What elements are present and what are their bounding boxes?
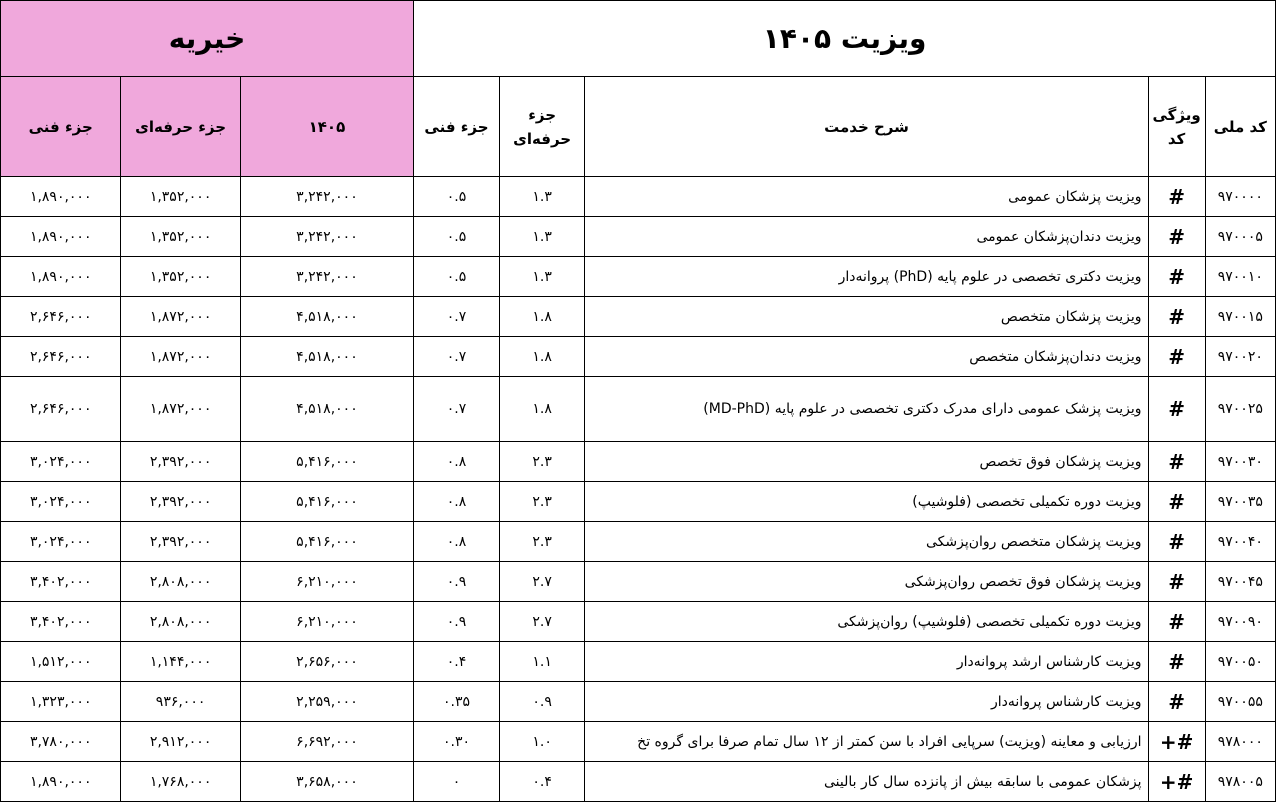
- cell-professional: ۲.۳: [499, 482, 585, 522]
- cell-technical: ۰.۷: [414, 377, 500, 442]
- cell-description: ارزیابی و معاینه (ویزیت) سرپایی افراد با سن کمتر از ۱۲ سال تمام صرفا برای گروه تخ: [585, 722, 1148, 762]
- cell-feature: #: [1148, 217, 1205, 257]
- cell-charity-professional: ۲,۳۹۲,۰۰۰: [121, 522, 240, 562]
- cell-feature: #: [1148, 377, 1205, 442]
- header-professional: جزء حرفه‌ای: [499, 77, 585, 177]
- cell-technical: ۰.۹: [414, 562, 500, 602]
- cell-professional: ۲.۳: [499, 442, 585, 482]
- cell-charity-technical: ۳,۴۰۲,۰۰۰: [1, 562, 121, 602]
- cell-technical: ۰.۷: [414, 337, 500, 377]
- table-row: [1, 297, 1276, 337]
- table-row: [1, 442, 1276, 482]
- cell-feature: #+: [1148, 762, 1205, 802]
- table-row: [1, 522, 1276, 562]
- cell-charity-professional: ۱,۳۵۲,۰۰۰: [121, 217, 240, 257]
- cell-technical: ۰.۵: [414, 257, 500, 297]
- cell-feature: #: [1148, 602, 1205, 642]
- cell-professional: ۱.۳: [499, 177, 585, 217]
- cell-code: ۹۷۰۰۲۵: [1205, 377, 1275, 442]
- cell-charity-technical: ۲,۶۴۶,۰۰۰: [1, 297, 121, 337]
- table-row: [1, 562, 1276, 602]
- cell-total: ۳,۲۴۲,۰۰۰: [240, 177, 413, 217]
- header-row: [1, 77, 1276, 177]
- cell-feature: #: [1148, 442, 1205, 482]
- cell-description: ویزیت پزشکان عمومی: [585, 177, 1148, 217]
- cell-charity-technical: ۱,۸۹۰,۰۰۰: [1, 217, 121, 257]
- cell-charity-professional: ۱,۸۷۲,۰۰۰: [121, 297, 240, 337]
- cell-total: ۶,۲۱۰,۰۰۰: [240, 562, 413, 602]
- table-row: [1, 337, 1276, 377]
- cell-total: ۴,۵۱۸,۰۰۰: [240, 297, 413, 337]
- table-row: [1, 482, 1276, 522]
- cell-description: ویزیت دوره تکمیلی تخصصی (فلوشیپ): [585, 482, 1148, 522]
- cell-total: ۴,۵۱۸,۰۰۰: [240, 377, 413, 442]
- cell-charity-technical: ۱,۳۲۳,۰۰۰: [1, 682, 121, 722]
- header-technical: جزء فنی: [414, 77, 500, 177]
- cell-professional: ۱.۳: [499, 257, 585, 297]
- cell-total: ۶,۲۱۰,۰۰۰: [240, 602, 413, 642]
- cell-description: ویزیت پزشک عمومی دارای مدرک دکتری تخصصی در علوم پایه (MD-PhD): [585, 377, 1148, 442]
- cell-description: پزشکان عمومی با سابقه بیش از پانزده سال کار بالینی: [585, 762, 1148, 802]
- table-row: [1, 682, 1276, 722]
- cell-code: ۹۷۰۰۱۵: [1205, 297, 1275, 337]
- cell-feature: #: [1148, 297, 1205, 337]
- header-charity-professional: جزء حرفه‌ای: [121, 77, 240, 177]
- cell-total: ۵,۴۱۶,۰۰۰: [240, 442, 413, 482]
- cell-technical: ۰.۴: [414, 642, 500, 682]
- cell-charity-professional: ۱,۱۴۴,۰۰۰: [121, 642, 240, 682]
- cell-code: ۹۷۰۰۰۵: [1205, 217, 1275, 257]
- main-title: ویزیت ۱۴۰۵: [414, 1, 1276, 77]
- cell-total: ۵,۴۱۶,۰۰۰: [240, 522, 413, 562]
- cell-professional: ۱.۸: [499, 337, 585, 377]
- cell-code: ۹۷۸۰۰۰: [1205, 722, 1275, 762]
- cell-description: ویزیت کارشناس پروانه‌دار: [585, 682, 1148, 722]
- cell-charity-technical: ۱,۸۹۰,۰۰۰: [1, 762, 121, 802]
- cell-code: ۹۷۰۰۵۰: [1205, 642, 1275, 682]
- table-row: [1, 642, 1276, 682]
- table-row: [1, 722, 1276, 762]
- charity-title: خیریه: [1, 1, 414, 77]
- cell-charity-technical: ۳,۰۲۴,۰۰۰: [1, 522, 121, 562]
- cell-description: ویزیت پزشکان متخصص: [585, 297, 1148, 337]
- cell-charity-professional: ۱,۷۶۸,۰۰۰: [121, 762, 240, 802]
- cell-charity-professional: ۱,۳۵۲,۰۰۰: [121, 177, 240, 217]
- cell-professional: ۰.۹: [499, 682, 585, 722]
- cell-feature: #: [1148, 177, 1205, 217]
- cell-charity-technical: ۱,۸۹۰,۰۰۰: [1, 177, 121, 217]
- cell-technical: ۰.۷: [414, 297, 500, 337]
- cell-feature: #+: [1148, 722, 1205, 762]
- cell-charity-professional: ۲,۳۹۲,۰۰۰: [121, 442, 240, 482]
- cell-feature: #: [1148, 562, 1205, 602]
- cell-feature: #: [1148, 642, 1205, 682]
- cell-feature: #: [1148, 257, 1205, 297]
- cell-charity-professional: ۱,۳۵۲,۰۰۰: [121, 257, 240, 297]
- table-row: [1, 217, 1276, 257]
- cell-charity-technical: ۲,۶۴۶,۰۰۰: [1, 337, 121, 377]
- title-row: [1, 1, 1276, 77]
- cell-technical: ۰.۸: [414, 442, 500, 482]
- cell-description: ویزیت پزشکان فوق تخصص روان‌پزشکی: [585, 562, 1148, 602]
- cell-charity-technical: ۳,۴۰۲,۰۰۰: [1, 602, 121, 642]
- cell-charity-technical: ۳,۰۲۴,۰۰۰: [1, 482, 121, 522]
- cell-professional: ۲.۷: [499, 562, 585, 602]
- cell-code: ۹۷۰۰۱۰: [1205, 257, 1275, 297]
- cell-code: ۹۷۰۰۰۰: [1205, 177, 1275, 217]
- cell-description: ویزیت دندان‌پزشکان عمومی: [585, 217, 1148, 257]
- cell-total: ۵,۴۱۶,۰۰۰: [240, 482, 413, 522]
- cell-technical: ۰.۳۵: [414, 682, 500, 722]
- cell-total: ۳,۲۴۲,۰۰۰: [240, 257, 413, 297]
- table-row: [1, 177, 1276, 217]
- cell-charity-professional: ۲,۹۱۲,۰۰۰: [121, 722, 240, 762]
- cell-charity-professional: ۱,۸۷۲,۰۰۰: [121, 337, 240, 377]
- cell-charity-professional: ۲,۳۹۲,۰۰۰: [121, 482, 240, 522]
- cell-description: ویزیت دکتری تخصصی در علوم پایه (PhD) پروانه‌دار: [585, 257, 1148, 297]
- cell-code: ۹۷۸۰۰۵: [1205, 762, 1275, 802]
- cell-description: ویزیت کارشناس ارشد پروانه‌دار: [585, 642, 1148, 682]
- table-row: [1, 257, 1276, 297]
- cell-charity-professional: ۲,۸۰۸,۰۰۰: [121, 602, 240, 642]
- cell-professional: ۱.۸: [499, 297, 585, 337]
- cell-description: ویزیت دندان‌پزشکان متخصص: [585, 337, 1148, 377]
- cell-professional: ۲.۳: [499, 522, 585, 562]
- cell-professional: ۱.۰: [499, 722, 585, 762]
- cell-feature: #: [1148, 337, 1205, 377]
- cell-technical: ۰.۸: [414, 522, 500, 562]
- header-code: کد ملی: [1205, 77, 1275, 177]
- cell-professional: ۰.۴: [499, 762, 585, 802]
- cell-technical: ۰.۳۰: [414, 722, 500, 762]
- cell-total: ۴,۵۱۸,۰۰۰: [240, 337, 413, 377]
- header-charity-technical: جزء فنی: [1, 77, 121, 177]
- cell-professional: ۱.۱: [499, 642, 585, 682]
- cell-description: ویزیت دوره تکمیلی تخصصی (فلوشیپ) روان‌پزشکی: [585, 602, 1148, 642]
- cell-description: ویزیت پزشکان فوق تخصص: [585, 442, 1148, 482]
- cell-technical: ۰.۵: [414, 177, 500, 217]
- cell-code: ۹۷۰۰۴۰: [1205, 522, 1275, 562]
- cell-feature: #: [1148, 682, 1205, 722]
- cell-charity-technical: ۱,۸۹۰,۰۰۰: [1, 257, 121, 297]
- cell-charity-technical: ۱,۵۱۲,۰۰۰: [1, 642, 121, 682]
- table-row: [1, 602, 1276, 642]
- cell-total: ۲,۲۵۹,۰۰۰: [240, 682, 413, 722]
- cell-feature: #: [1148, 482, 1205, 522]
- cell-charity-technical: ۳,۷۸۰,۰۰۰: [1, 722, 121, 762]
- cell-technical: ۰.۵: [414, 217, 500, 257]
- cell-code: ۹۷۰۰۵۵: [1205, 682, 1275, 722]
- cell-code: ۹۷۰۰۹۰: [1205, 602, 1275, 642]
- cell-charity-professional: ۹۳۶,۰۰۰: [121, 682, 240, 722]
- cell-code: ۹۷۰۰۴۵: [1205, 562, 1275, 602]
- cell-professional: ۱.۳: [499, 217, 585, 257]
- cell-total: ۲,۶۵۶,۰۰۰: [240, 642, 413, 682]
- cell-charity-technical: ۳,۰۲۴,۰۰۰: [1, 442, 121, 482]
- table-row: [1, 762, 1276, 802]
- cell-code: ۹۷۰۰۳۰: [1205, 442, 1275, 482]
- cell-charity-professional: ۱,۸۷۲,۰۰۰: [121, 377, 240, 442]
- cell-technical: ۰.۹: [414, 602, 500, 642]
- table-row: [1, 377, 1276, 442]
- cell-technical: ۰: [414, 762, 500, 802]
- header-description: شرح خدمت: [585, 77, 1148, 177]
- cell-charity-professional: ۲,۸۰۸,۰۰۰: [121, 562, 240, 602]
- cell-description: ویزیت پزشکان متخصص روان‌پزشکی: [585, 522, 1148, 562]
- cell-total: ۳,۲۴۲,۰۰۰: [240, 217, 413, 257]
- cell-code: ۹۷۰۰۲۰: [1205, 337, 1275, 377]
- cell-total: ۶,۶۹۲,۰۰۰: [240, 722, 413, 762]
- header-feature: ویژگی کد: [1148, 77, 1205, 177]
- cell-professional: ۲.۷: [499, 602, 585, 642]
- cell-total: ۳,۶۵۸,۰۰۰: [240, 762, 413, 802]
- cell-charity-technical: ۲,۶۴۶,۰۰۰: [1, 377, 121, 442]
- cell-code: ۹۷۰۰۳۵: [1205, 482, 1275, 522]
- cell-technical: ۰.۸: [414, 482, 500, 522]
- cell-professional: ۱.۸: [499, 377, 585, 442]
- cell-feature: #: [1148, 522, 1205, 562]
- header-total: ۱۴۰۵: [240, 77, 413, 177]
